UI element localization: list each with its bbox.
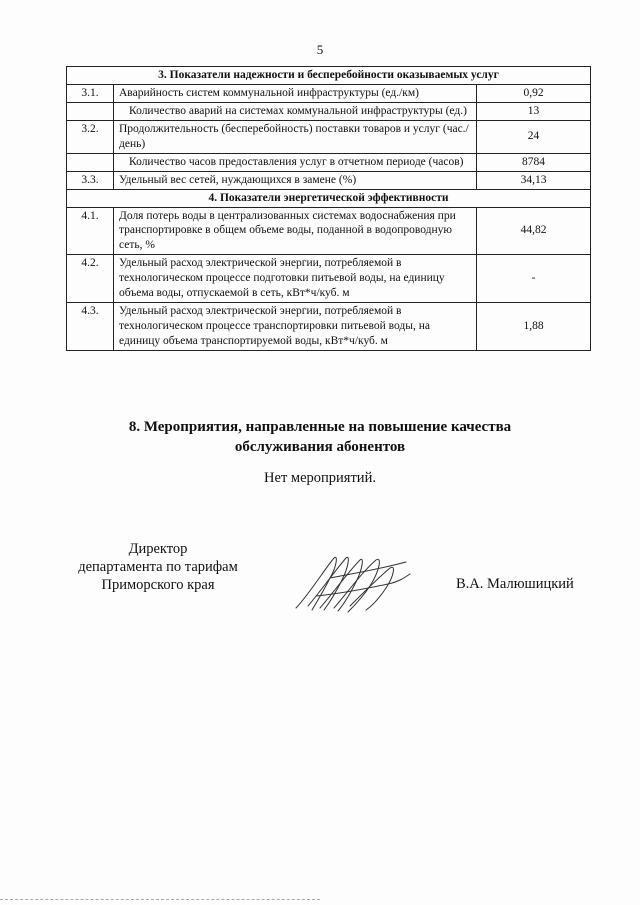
row-number xyxy=(67,102,114,120)
row-indicator: Аварийность систем коммунальной инфраструктуры (ед./км) xyxy=(114,84,477,102)
row-indicator: Доля потерь воды в централизованных системах водоснабжения при транспортировке в общем объеме воды, поданной в водопроводную сеть, % xyxy=(114,207,477,255)
section-header-row xyxy=(67,67,591,85)
row-number: 3.3. xyxy=(67,171,114,189)
table-row xyxy=(67,171,591,189)
table-row xyxy=(67,207,591,255)
signer-name: В.А. Малюшицкий xyxy=(456,576,574,592)
row-indicator: Удельный расход электрической энергии, потребляемой в технологическом процессе подготовки питьевой воды, на единицу объема воды, отпускаемой в сеть, кВт*ч/куб. м xyxy=(114,255,477,303)
no-events-text: Нет мероприятий. xyxy=(264,470,376,486)
row-value: 8784 xyxy=(477,153,591,171)
row-value: 34,13 xyxy=(477,171,591,189)
row-indicator: Продолжительность (бесперебойность) поставки товаров и услуг (час./день) xyxy=(114,120,477,153)
row-number xyxy=(67,153,114,171)
row-value: - xyxy=(477,255,591,303)
row-indicator: Количество аварий на системах коммунальной инфраструктуры (ед.) xyxy=(114,102,477,120)
table-row xyxy=(67,153,591,171)
row-indicator: Удельный вес сетей, нуждающихся в замене (%) xyxy=(114,171,477,189)
section-8-title-line: обслуживания абонентов xyxy=(234,438,406,455)
row-value: 1,88 xyxy=(477,303,591,351)
row-indicator: Количество часов предоставления услуг в отчетном периоде (часов) xyxy=(114,153,477,171)
row-value: 24 xyxy=(477,120,591,153)
signer-position-line: Приморского края xyxy=(101,577,215,594)
handwritten-signature xyxy=(290,548,420,618)
row-number: 4.2. xyxy=(67,255,114,303)
row-number: 4.1. xyxy=(67,207,114,255)
signer-position-line: Директор xyxy=(128,541,188,557)
section-header-row xyxy=(67,189,591,207)
table-row xyxy=(67,102,591,120)
table-row xyxy=(67,120,591,153)
page-number: 5 xyxy=(316,42,324,57)
row-value: 13 xyxy=(477,102,591,120)
row-number: 3.1. xyxy=(67,84,114,102)
section-8-title-line: 8. Мероприятия, направленные на повышение качества xyxy=(128,419,512,435)
row-number: 3.2. xyxy=(67,120,114,153)
row-indicator: Удельный расход электрической энергии, потребляемой в технологическом процессе транспортировки питьевой воды, на единицу объема транспортируемой воды, кВт*ч/куб. м xyxy=(114,303,477,351)
section-4-title: 4. Показатели энергетической эффективности xyxy=(67,189,591,207)
row-number: 4.3. xyxy=(67,303,114,351)
row-value: 44,82 xyxy=(477,207,591,255)
section-3-title: 3. Показатели надежности и бесперебойности оказываемых услуг xyxy=(67,67,591,85)
row-value: 0,92 xyxy=(477,84,591,102)
signer-position xyxy=(58,540,258,594)
footer-divider xyxy=(0,899,320,900)
indicators-table xyxy=(66,66,591,351)
table-row xyxy=(67,255,591,303)
table-row xyxy=(67,303,591,351)
section-8-title xyxy=(60,418,580,457)
table-row xyxy=(67,84,591,102)
signer-position-line: департамента по тарифам xyxy=(78,559,238,576)
